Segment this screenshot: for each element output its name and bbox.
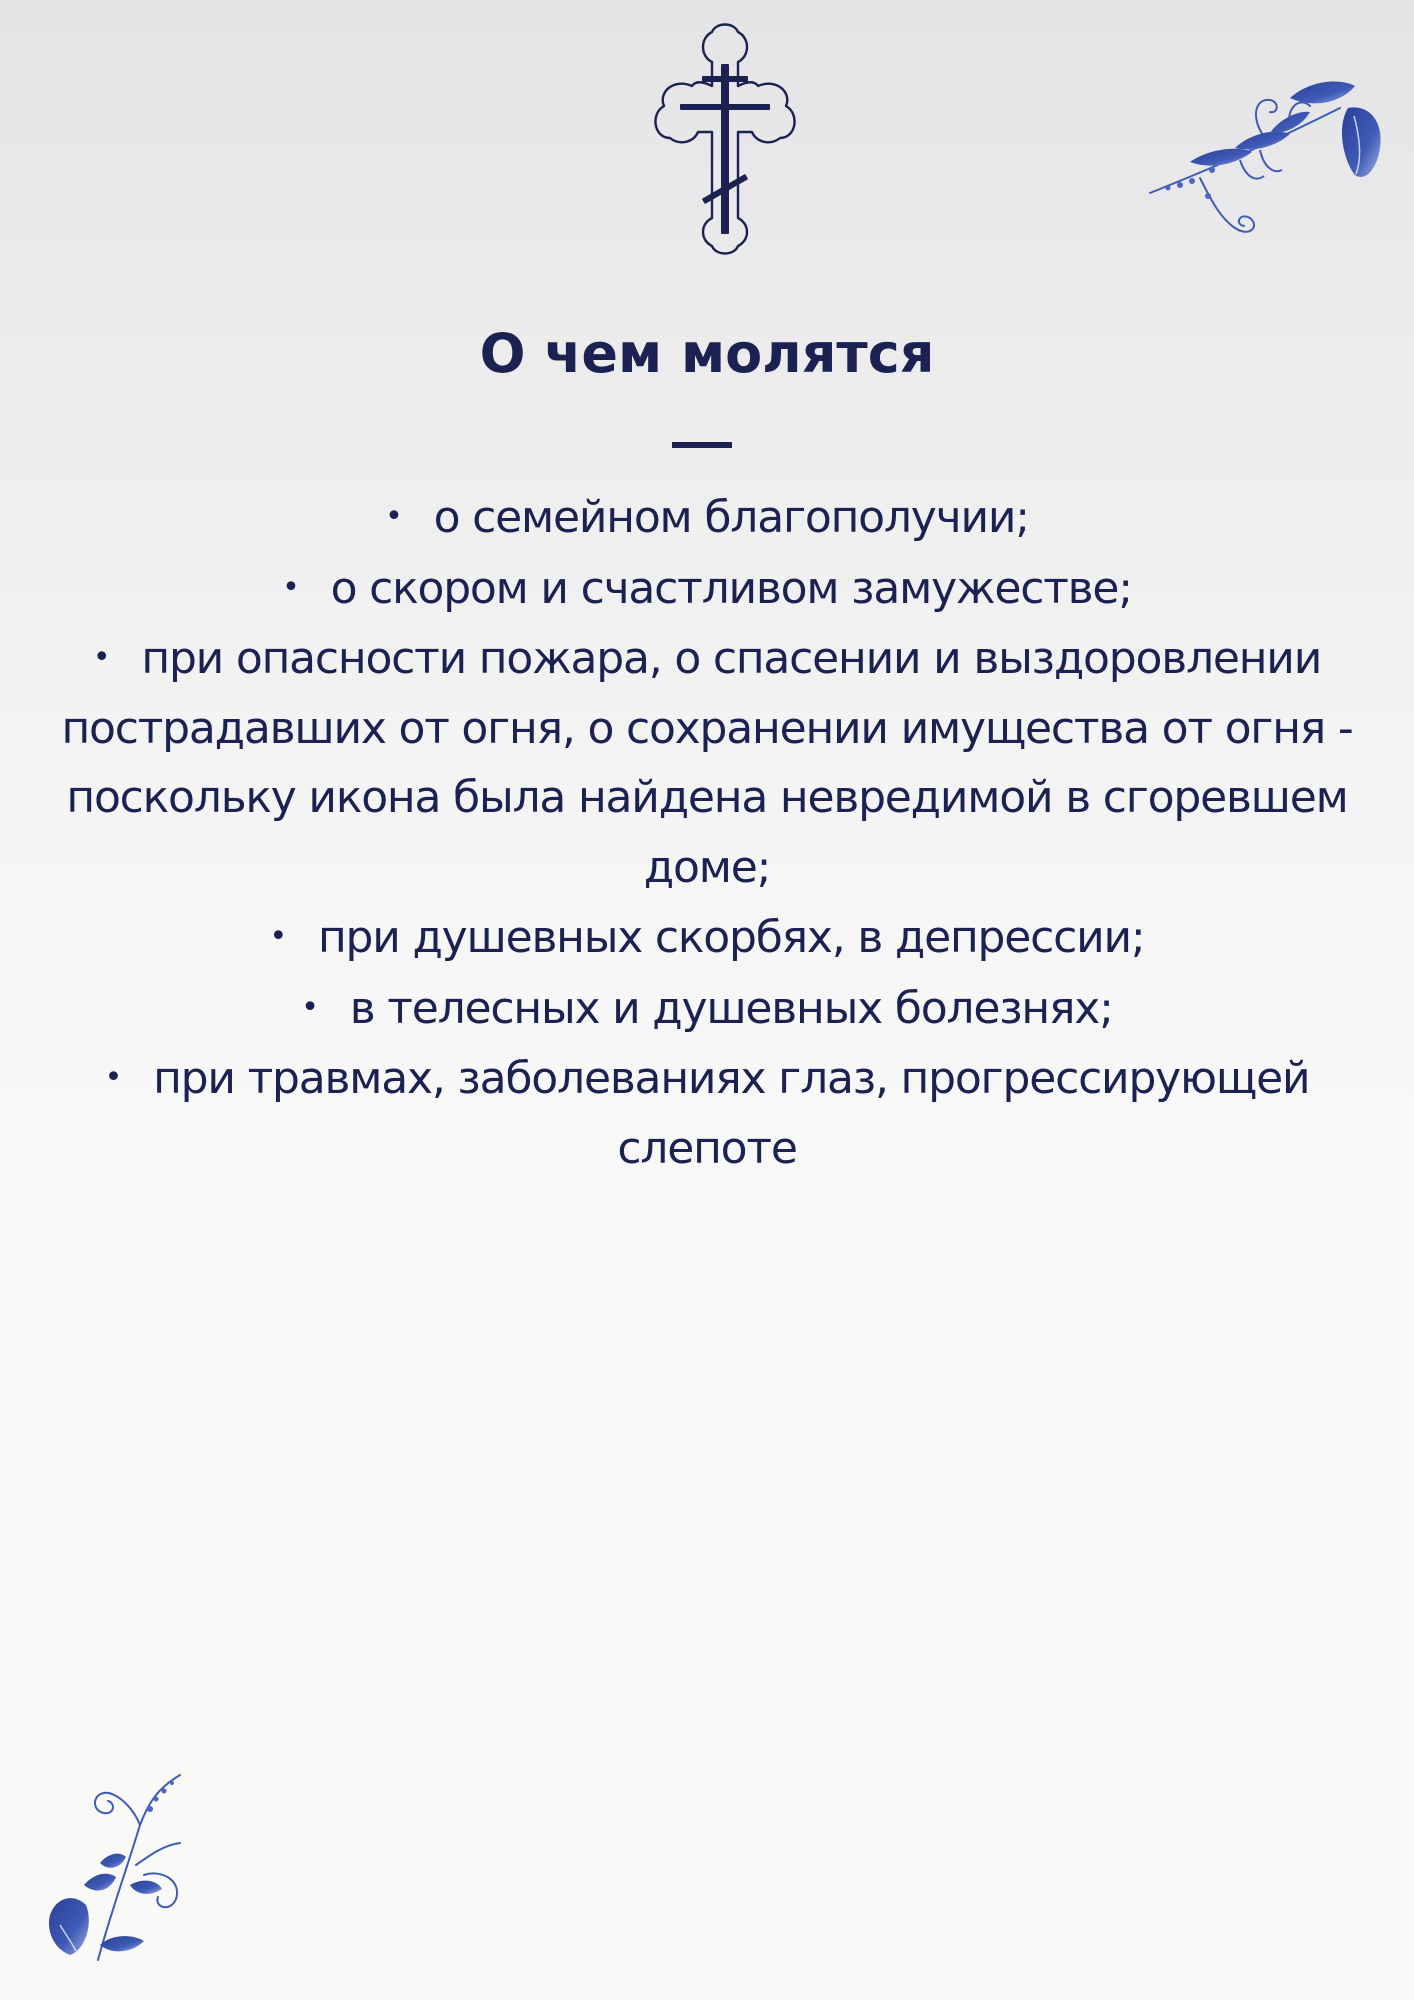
list-item-text: о скором и счастливом замужестве; bbox=[330, 562, 1132, 614]
bullet: • bbox=[92, 640, 110, 675]
title-divider bbox=[672, 442, 732, 448]
bullet: • bbox=[301, 989, 318, 1025]
prayer-topics-list bbox=[18, 482, 1396, 1183]
floral-ornament-icon bbox=[40, 1765, 200, 1965]
list-item bbox=[18, 1043, 1396, 1183]
list-item bbox=[18, 973, 1396, 1044]
floral-ornament-icon bbox=[1140, 78, 1390, 258]
list-item bbox=[18, 482, 1396, 553]
list-item-text: при травмах, заболеваниях глаз, прогрессирующей слепоте bbox=[153, 1053, 1310, 1174]
page-title: О чем молятся bbox=[479, 322, 935, 385]
bullet: • bbox=[282, 569, 299, 605]
list-item-text: о семейном благополучии; bbox=[433, 492, 1029, 543]
list-item bbox=[18, 902, 1396, 973]
list-item bbox=[18, 553, 1396, 624]
list-item-text: в телесных и душевных болезнях; bbox=[349, 982, 1113, 1034]
list-item-text: при опасности пожара, о спасении и выздоровлении пострадавших от огня, о сохранении имущества от огня - поскольку икона была найдена невредимой в сгоревшем доме; bbox=[61, 633, 1353, 893]
list-item bbox=[18, 623, 1396, 902]
bullet: • bbox=[269, 919, 286, 954]
bullet: • bbox=[385, 499, 402, 534]
bullet: • bbox=[104, 1060, 122, 1095]
orthodox-cross-icon bbox=[630, 20, 820, 260]
list-item-text: при душевных скорбях, в депрессии; bbox=[317, 912, 1145, 963]
